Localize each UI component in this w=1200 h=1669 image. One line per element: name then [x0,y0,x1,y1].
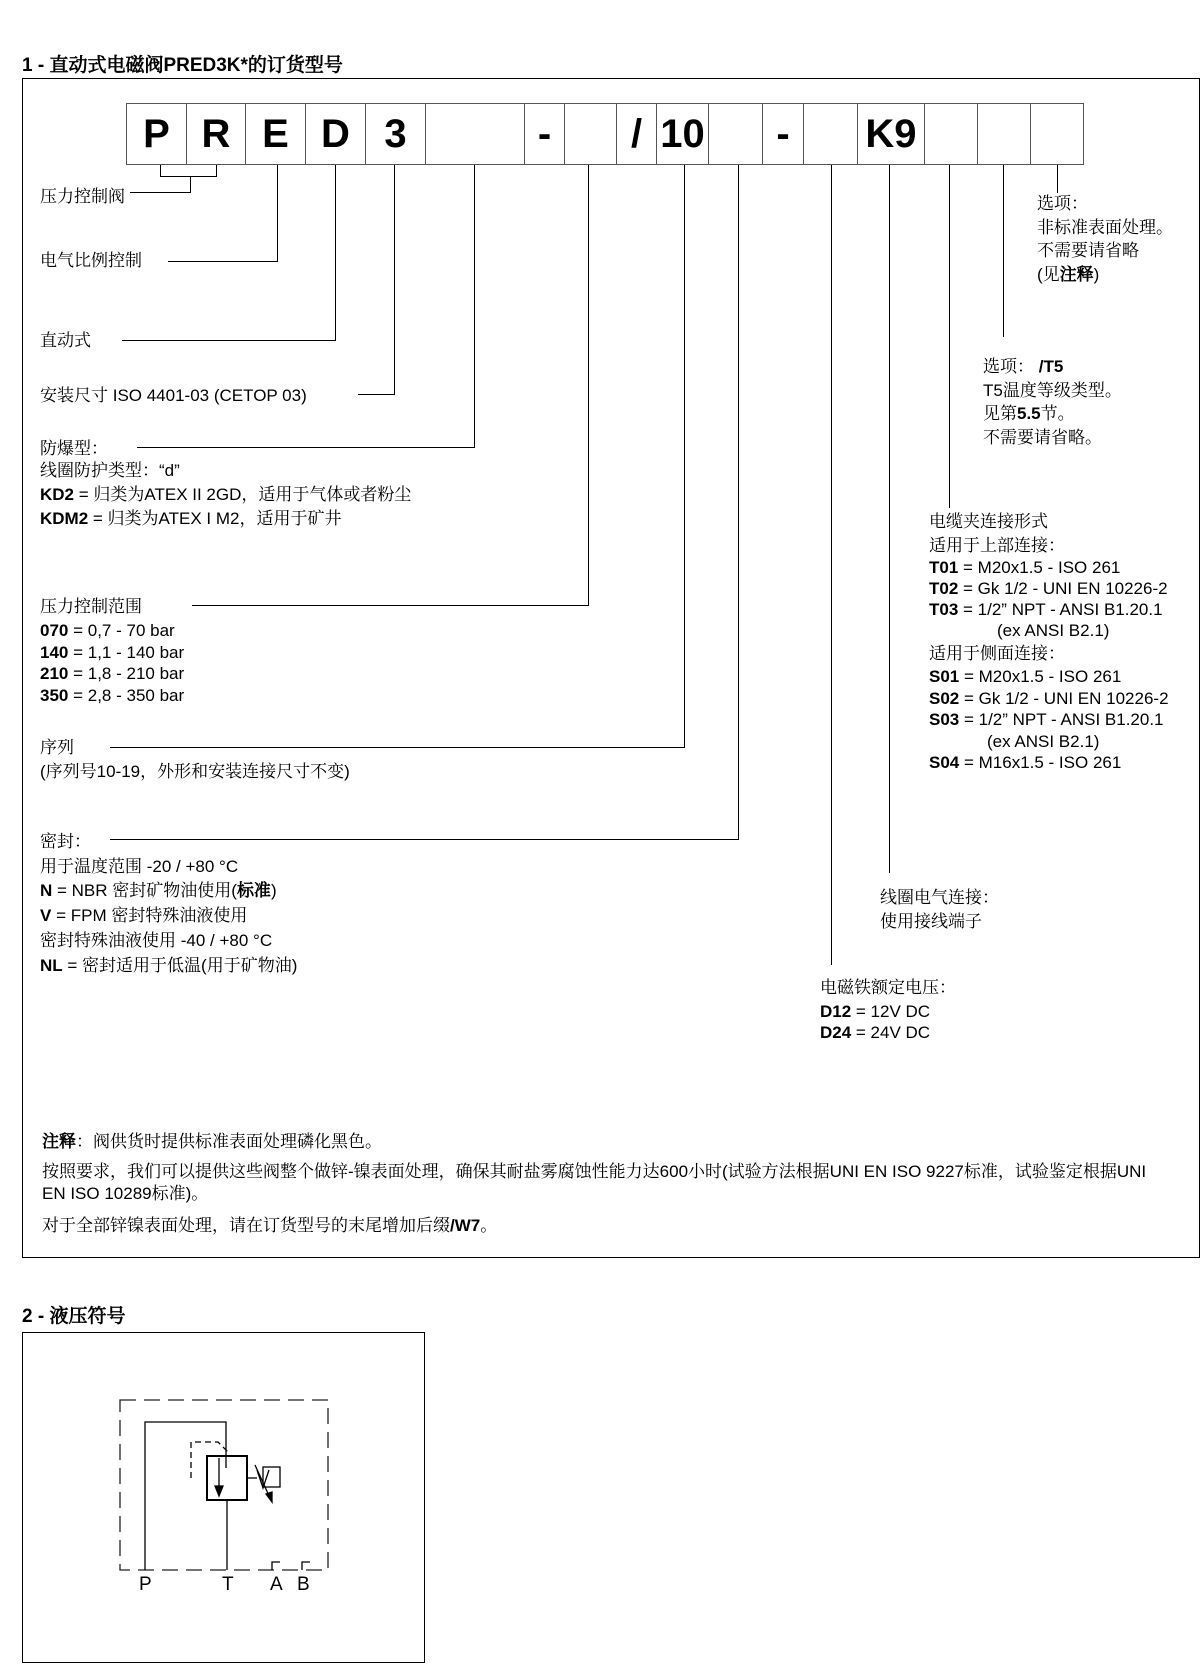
port-label-a: A [270,1574,283,1595]
label-option-surface-l2: 不需要请省略 [1037,241,1139,260]
code-box-k9: K9 [857,103,925,165]
label-pressure-valve: 压力控制阀 [40,187,125,206]
code-box-3: 3 [365,103,426,165]
label-cable-top: 适用于上部连接： [929,536,1065,555]
label-cable-s03-ex: (ex ANSI B2.1) [987,732,1100,751]
label-elec-prop: 电气比例控制 [40,251,142,270]
label-seal-nl: NL = 密封适用于低温(用于矿物油) [40,956,298,975]
label-cable-s04: S04 = M16x1.5 - ISO 261 [929,753,1122,772]
label-option-surface-l3: (见注释) [1037,265,1100,284]
label-voltage-d12: D12 = 12V DC [820,1002,931,1021]
section-2-title: 2 - 液压符号 [22,1306,126,1327]
label-range-350: 350 = 2,8 - 350 bar [40,686,185,705]
note-3: 对于全部锌镍表面处理，请在订货型号的末尾增加后缀/W7。 [42,1216,498,1235]
section-1-title: 1 - 直动式电磁阀PRED3K*的订货型号 [22,55,343,76]
label-cable-title: 电缆夹连接形式 [929,512,1048,531]
code-box-slash: / [616,103,657,165]
code-box-p: P [126,103,187,165]
label-option-t5-l1: T5温度等级类型。 [983,381,1122,400]
label-cable-t03: T03 = 1/2” NPT - ANSI B1.20.1 [929,600,1163,619]
code-box-e: E [245,103,306,165]
label-cable-s03: S03 = 1/2” NPT - ANSI B1.20.1 [929,710,1164,729]
label-option-surface-title: 选项： [1037,194,1088,213]
label-kdm2: KDM2 = 归类为ATEX I M2，适用于矿井 [40,509,342,528]
label-seal-v-temp: 密封特殊油液使用 -40 / +80 °C [40,931,273,950]
label-option-t5-l3: 不需要请省略。 [983,428,1102,447]
label-series-title: 序列 [40,738,74,757]
label-cable-side: 适用于侧面连接： [929,644,1065,663]
label-mount: 安装尺寸 ISO 4401-03 (CETOP 03) [40,386,307,405]
note-1: 注释：阀供货时提供标准表面处理磷化黑色。 [42,1132,382,1151]
label-range-070: 070 = 0,7 - 70 bar [40,621,175,640]
port-label-b: B [297,1574,310,1595]
label-range-title: 压力控制范围 [40,597,142,616]
code-box-r: R [186,103,246,165]
label-voltage-d24: D24 = 24V DC [820,1023,931,1042]
label-cable-s01: S01 = M20x1.5 - ISO 261 [929,667,1122,686]
label-range-210: 210 = 1,8 - 210 bar [40,664,185,683]
note-2: 按照要求，我们可以提供这些阀整个做锌-镍表面处理，确保其耐盐雾腐蚀性能力达600小时(试验方法根据UNI EN ISO 9227标准，试验鉴定根据UNI EN ISO 10289标准)。 [42,1162,1147,1203]
label-kd2: KD2 = 归类为ATEX II 2GD，适用于气体或者粉尘 [40,485,412,504]
label-direct: 直动式 [40,331,91,350]
code-box-dash-1: - [524,103,565,165]
label-seal-v: V = FPM 密封特殊油液使用 [40,906,248,925]
label-cable-t01: T01 = M20x1.5 - ISO 261 [929,558,1121,577]
label-option-surface-l1: 非标准表面处理。 [1037,218,1173,237]
code-box-dash-2: - [762,103,804,165]
label-seal-n: N = NBR 密封矿物油使用(标准) [40,881,277,900]
port-label-t: T [222,1574,234,1595]
label-seal-temp: 用于温度范围 -20 / +80 °C [40,857,239,876]
label-series-text: (序列号10-19，外形和安装连接尺寸不变) [40,762,350,781]
label-cable-t03-ex: (ex ANSI B2.1) [997,621,1110,640]
code-box-series: 10 [656,103,709,165]
label-seal-title: 密封： [40,832,91,851]
port-label-p: P [139,1574,152,1595]
label-explosion-title: 防爆型： [40,439,108,458]
label-coil-text: 使用接线端子 [880,912,982,931]
code-box-d: D [305,103,366,165]
label-voltage-title: 电磁铁额定电压： [820,978,956,997]
label-cable-s02: S02 = Gk 1/2 - UNI EN 10226-2 [929,689,1169,708]
label-option-t5-l2: 见第5.5节。 [983,404,1075,423]
label-cable-t02: T02 = Gk 1/2 - UNI EN 10226-2 [929,579,1168,598]
label-range-140: 140 = 1,1 - 140 bar [40,643,185,662]
label-explosion-coil: 线圈防护类型：“d” [40,461,180,480]
label-option-t5-title: 选项： /T5 [983,357,1064,376]
label-coil-title: 线圈电气连接： [880,888,999,907]
